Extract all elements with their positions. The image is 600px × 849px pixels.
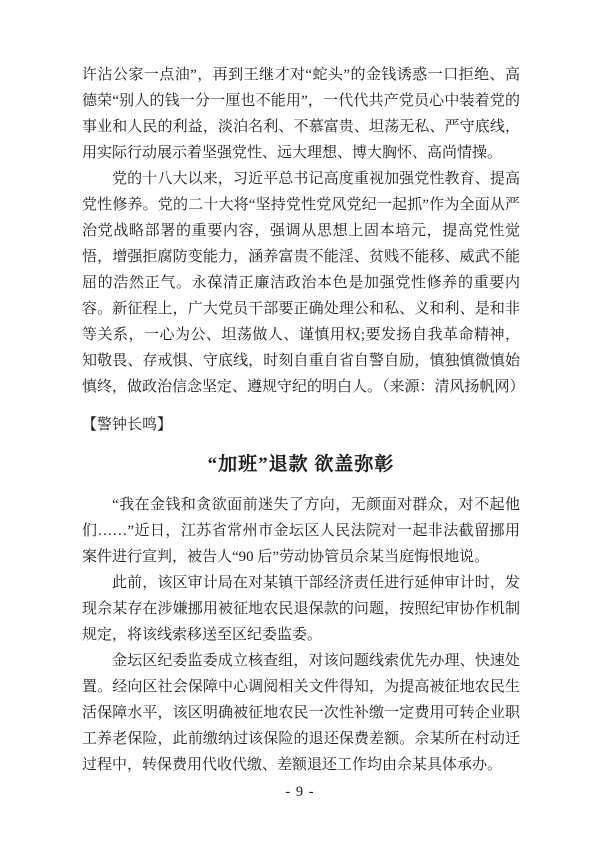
paragraph-continuation: 许沾公家一点油”，再到王继才对“蛇头”的金钱诱惑一口拒绝、高德荣“别人的钱一分一厘也不能用”，一代代共产党员心中装着党的事业和人民的利益，淡泊名利、不慕富贵、坦荡无私、严守底线，用实际行动展示着坚强党性、远大理想、博大胸怀、高尚情操。 (82, 67, 520, 161)
section-header: 【警钟长鸣】 (82, 417, 173, 433)
document-body (82, 62, 525, 778)
paragraph: “我在金钱和贪欲面前迷失了方向，无颜面对群众，对不起他们……”近日，江苏省常州市金坛区人民法院对一起非法截留挪用案件进行宣判，被告人“90 后”劳动协管员佘某当庭悔恨地说。 (82, 497, 520, 565)
article-title: “加班”退款 欲盖弥彰 (207, 454, 395, 475)
paragraph: 此前，该区审计局在对某镇干部经济责任进行延伸审计时，发现佘某存在涉嫌挪用被征地农民退保款的问题，按照纪审协作机制规定，将该线索移送至区纪委监委。 (82, 575, 520, 643)
page-number: - 9 - (285, 784, 315, 800)
paragraph: 党的十八大以来，习近平总书记高度重视加强党性教育、提高党性修养。党的二十大将“坚持党性党风党纪一起抓”作为全面从严治党战略部署的重要内容，强调从思想上固本培元，提高党性觉悟，增强拒腐防变能力，涵养富贵不能淫、贫贱不能移、威武不能屈的浩然正气。永葆清正廉洁政治本色是加强党性修养的重要内容。新征程上，广大党员干部要正确处理公和私、义和利、是和非等关系，一心为公、坦荡做人、谨慎用权;要发扬自我革命精神，知敬畏、存戒惧、守底线，时刻自重自省自警自励，慎独慎微慎始慎终，做政治信念坚定、遵规守纪的明白人。（来源：清风扬帆网） (82, 171, 525, 395)
paragraph: 金坛区纪委监委成立核查组，对该问题线索优先办理、快速处置。经向区社会保障中心调阅相关文件得知，为提高被征地农民生活保障水平，该区明确被征地农民一次性补缴一定费用可转企业职工养老保险，此前缴纳过该保险的退还保费差额。佘某所在村动迁过程中，转保费用代收代缴、差额退还工作均由佘某具体承办。 (82, 653, 520, 773)
